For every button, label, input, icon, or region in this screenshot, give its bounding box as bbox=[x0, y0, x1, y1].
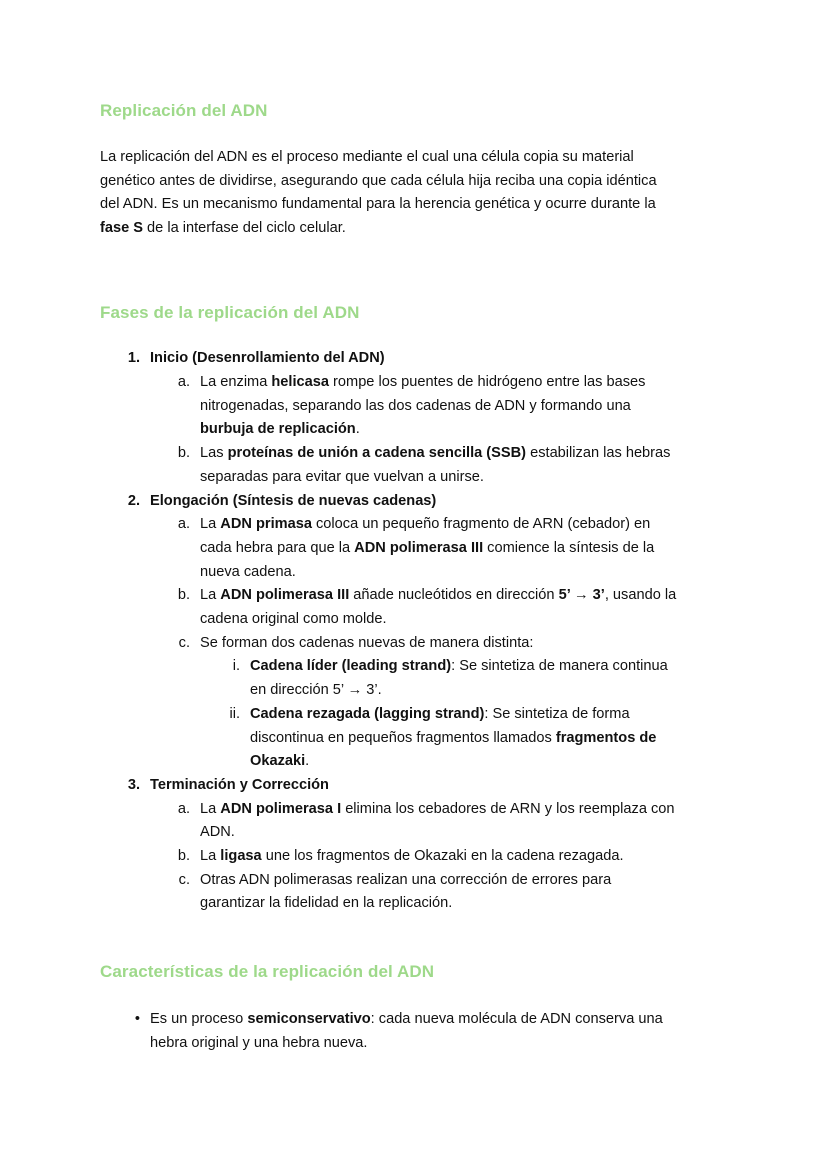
sublist-marker: a. bbox=[177, 516, 190, 532]
sublist-item-cont: cadena original como molde. bbox=[200, 611, 387, 627]
list-item-title: Terminación y Corrección bbox=[150, 777, 329, 793]
sublist-marker: c. bbox=[178, 872, 190, 888]
bullet-item: Es un proceso semiconservativo: cada nueva molécula de ADN conserva una bbox=[150, 1011, 663, 1027]
sublist-item: La ADN primasa coloca un pequeño fragmento de ARN (cebador) en bbox=[200, 516, 651, 532]
subsublist-item: Cadena líder (leading strand): Se sintetiza de manera continua bbox=[250, 658, 668, 674]
sublist-item-cont: nitrogenadas, separando las dos cadenas de ADN y formando una bbox=[200, 398, 631, 414]
sublist-marker: b. bbox=[177, 445, 190, 461]
sublist-item: La enzima helicasa rompe los puentes de hidrógeno entre las bases bbox=[200, 374, 646, 390]
subsublist-marker: i. bbox=[232, 658, 240, 674]
heading-replicacion: Replicación del ADN bbox=[100, 101, 268, 120]
sublist-item-cont: separadas para evitar que vuelvan a unirse. bbox=[200, 469, 484, 485]
sublist-item: Las proteínas de unión a cadena sencilla (SSB) estabilizan las hebras bbox=[200, 445, 671, 461]
heading-caracteristicas: Características de la replicación del ADN bbox=[100, 962, 435, 981]
sublist-item-cont: burbuja de replicación. bbox=[200, 421, 360, 437]
subsublist-item: Cadena rezagada (lagging strand): Se sintetiza de forma bbox=[250, 706, 630, 722]
subsublist-item-cont: discontinua en pequeños fragmentos llamados fragmentos de bbox=[250, 730, 657, 746]
paragraph-line: fase S de la interfase del ciclo celular. bbox=[100, 220, 346, 236]
list-number: 1. bbox=[127, 350, 140, 366]
sublist-item: La ADN polimerasa III añade nucleótidos en dirección 5’ → 3’, usando la bbox=[200, 587, 677, 603]
bullet-marker: • bbox=[134, 1011, 140, 1027]
list-item-title: Elongación (Síntesis de nuevas cadenas) bbox=[150, 493, 437, 509]
subsublist-marker: ii. bbox=[229, 706, 240, 722]
paragraph-line: La replicación del ADN es el proceso mediante el cual una célula copia su material bbox=[100, 149, 634, 165]
list-number: 3. bbox=[127, 777, 140, 793]
sublist-item-cont: cada hebra para que la ADN polimerasa III comience la síntesis de la bbox=[200, 540, 655, 556]
heading-fases: Fases de la replicación del ADN bbox=[100, 303, 360, 322]
sublist-item: Se forman dos cadenas nuevas de manera distinta: bbox=[200, 635, 534, 651]
sublist-item: Otras ADN polimerasas realizan una corrección de errores para bbox=[200, 872, 612, 888]
sublist-item-cont: garantizar la fidelidad en la replicación. bbox=[200, 895, 453, 911]
sublist-marker: b. bbox=[177, 587, 190, 603]
list-item-title: Inicio (Desenrollamiento del ADN) bbox=[150, 350, 385, 366]
sublist-marker: c. bbox=[178, 635, 190, 651]
bullet-item-cont: hebra original y una hebra nueva. bbox=[150, 1035, 368, 1051]
paragraph-line: del ADN. Es un mecanismo fundamental para la herencia genética y ocurre durante la bbox=[100, 196, 656, 212]
sublist-marker: a. bbox=[177, 374, 190, 390]
subsublist-item-cont: Okazaki. bbox=[250, 753, 310, 769]
sublist-item-cont: ADN. bbox=[200, 824, 235, 840]
sublist-item-cont: nueva cadena. bbox=[200, 564, 296, 580]
sublist-marker: a. bbox=[177, 801, 190, 817]
paragraph-line: genético antes de dividirse, asegurando que cada célula hija reciba una copia idéntica bbox=[100, 173, 657, 189]
sublist-item: La ADN polimerasa I elimina los cebadores de ARN y los reemplaza con bbox=[200, 801, 675, 817]
bold-term: fase S bbox=[100, 220, 143, 236]
sublist-item: La ligasa une los fragmentos de Okazaki en la cadena rezagada. bbox=[200, 848, 624, 864]
list-number: 2. bbox=[127, 493, 140, 509]
subsublist-item-cont: en dirección 5’ → 3’. bbox=[250, 682, 382, 698]
sublist-marker: b. bbox=[177, 848, 190, 864]
